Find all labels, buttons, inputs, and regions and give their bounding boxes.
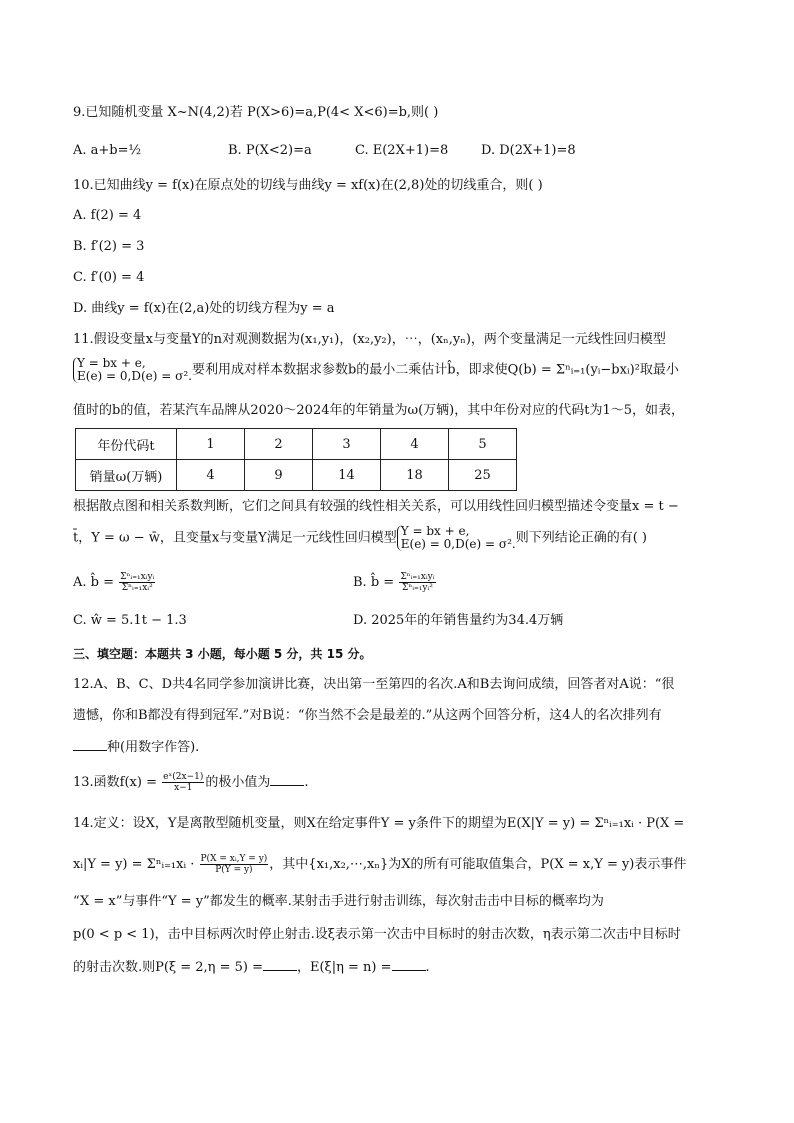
fraction-numerator: P(X = xᵢ,Y = y) bbox=[200, 854, 268, 864]
q11-option-b-fraction bbox=[399, 572, 435, 593]
table-cell: 5 bbox=[449, 429, 517, 460]
table-cell: 18 bbox=[381, 460, 449, 491]
answer-blank[interactable] bbox=[73, 738, 107, 751]
table-row bbox=[76, 429, 517, 460]
q11-model-top: Y = bx + e, bbox=[77, 356, 146, 370]
q14-line-5-mid: ，E(ξ|η = n) = bbox=[297, 960, 392, 975]
q10-option-a: A. f(2) = 4 bbox=[73, 208, 142, 223]
table-cell: 9 bbox=[245, 460, 313, 491]
table-cell: 14 bbox=[313, 460, 381, 491]
q11-line-5-pre: t̄，Y = ω − w̄，且变量x与变量Y满足一元线性回归模型 bbox=[73, 530, 397, 546]
q14-line-1: 14.定义：设X，Y是离散型随机变量，则X在给定事件Y = y条件下的期望为E(X|Y = y) = Σⁿᵢ₌₁xᵢ · P(X = bbox=[73, 816, 685, 831]
fraction-denominator: P(Y = y) bbox=[215, 865, 253, 875]
q11-line-1: 11.假设变量x与变量Y的n对观测数据为(x₁,y₁)，(x₂,y₂)，⋯，(xₙ,yₙ)，两个变量满足一元线性回归模型 bbox=[73, 332, 666, 347]
q13-line bbox=[73, 772, 309, 793]
fraction-denominator: Σⁿᵢ₌₁xᵢ² bbox=[121, 583, 153, 593]
q11-option-a-label: A. b̂ = bbox=[73, 575, 114, 590]
answer-blank[interactable] bbox=[392, 958, 426, 971]
q14-line-5-end: . bbox=[425, 960, 430, 975]
table-cell: 销量ω(万辆) bbox=[76, 460, 177, 491]
q12-line-1: 12.A、B、C、D共4名同学参加演讲比赛，决出第一至第四的名次.A和B去询问成绩，回答者对A说：“很 bbox=[73, 677, 675, 692]
q14-line-3: “X = x”与事件“Y = y”都发生的概率.某射击手进行射击训练，每次射击击中目标的概率均为 bbox=[73, 894, 604, 909]
answer-blank[interactable] bbox=[263, 958, 297, 971]
q11-model-system bbox=[73, 357, 192, 383]
sales-table bbox=[75, 428, 517, 491]
q10-stem: 10.已知曲线y = f(x)在原点处的切线与曲线y = xf(x)在(2,8)处的切线重合，则( ) bbox=[73, 178, 543, 193]
fraction-numerator: Σⁿᵢ₌₁xᵢyᵢ bbox=[120, 572, 155, 582]
q13-pre: 13.函数f(x) = bbox=[73, 775, 157, 790]
q11-line-5-post: 则下列结论正确的有( ) bbox=[515, 530, 647, 546]
q14-line-2-pre: xᵢ|Y = y) = Σⁿᵢ₌₁xᵢ · bbox=[73, 857, 195, 872]
q13-post: 的极小值为 bbox=[205, 775, 271, 790]
fraction-denominator: Σⁿᵢ₌₁yᵢ² bbox=[401, 583, 433, 593]
q9-option-c: C. E(2X+1)=8 bbox=[355, 143, 449, 158]
q11-option-d: D. 2025年的年销售量约为34.4万辆 bbox=[353, 613, 564, 628]
q9-option-d: D. D(2X+1)=8 bbox=[481, 143, 576, 158]
q11-model-bottom-2: E(e) = 0,D(e) = σ². bbox=[400, 537, 516, 551]
q13-fraction bbox=[162, 772, 204, 793]
q9-option-a: A. a+b=½ bbox=[73, 143, 142, 158]
q11-line-2 bbox=[73, 357, 679, 383]
q11-line-3: 值时的b的值，若某汽车品牌从2020～2024年的年销量为ω(万辆)，其中年份对应的代码t为1～5，如表， bbox=[73, 403, 685, 418]
q10-option-b: B. f′(2) = 3 bbox=[73, 239, 145, 254]
table-cell: 4 bbox=[177, 460, 245, 491]
q14-fraction bbox=[200, 854, 269, 875]
q11-option-b bbox=[353, 572, 437, 593]
table-cell: 3 bbox=[313, 429, 381, 460]
q12-line-3-text: 种(用数字作答). bbox=[107, 740, 200, 755]
q12-line-3 bbox=[73, 738, 199, 757]
q11-model-bottom: E(e) = 0,D(e) = σ². bbox=[77, 369, 192, 383]
fraction-denominator: x−1 bbox=[174, 783, 193, 793]
q11-line-5 bbox=[73, 525, 647, 551]
fraction-numerator: Σⁿᵢ₌₁xᵢyᵢ bbox=[400, 572, 435, 582]
table-row bbox=[76, 460, 517, 491]
table-cell: 2 bbox=[245, 429, 313, 460]
q11-model-system-2 bbox=[397, 525, 516, 551]
q11-option-b-label: B. b̂ = bbox=[353, 575, 395, 590]
q11-option-a bbox=[73, 572, 156, 593]
q11-line-4: 根据散点图和相关系数判断，它们之间具有较强的线性相关关系，可以用线性回归模型描述令变量x = t − bbox=[73, 499, 679, 514]
q12-line-2: 遗憾，你和B都没有得到冠军.”对B说：“你当然不会是最差的.”从这两个回答分析，这4人的名次排列有 bbox=[73, 708, 662, 723]
q11-option-c: C. ŵ = 5.1t − 1.3 bbox=[73, 613, 187, 628]
table-cell: 4 bbox=[381, 429, 449, 460]
q11-option-a-fraction bbox=[119, 572, 155, 593]
q11-model-top-2: Y = bx + e, bbox=[400, 524, 470, 538]
q9-stem: 9.已知随机变量 X~N(4,2)若 P(X>6)=a,P(4< X<6)=b,则( ) bbox=[73, 105, 439, 120]
table-cell: 1 bbox=[177, 429, 245, 460]
q10-option-c: C. f′(0) = 4 bbox=[73, 270, 145, 285]
q13-period: . bbox=[304, 775, 309, 790]
q14-line-4: p(0 < p < 1)，击中目标两次时停止射击.设ξ表示第一次击中目标时的射击次数，η表示第二次击中目标时 bbox=[73, 927, 681, 942]
q14-line-5-pre: 的射击次数.则P(ξ = 2,η = 5) = bbox=[73, 960, 263, 975]
answer-blank[interactable] bbox=[270, 773, 304, 786]
q10-option-d: D. 曲线y = f(x)在(2,a)处的切线方程为y = a bbox=[73, 301, 335, 316]
table-cell: 25 bbox=[449, 460, 517, 491]
q14-line-2-post: ，其中{x₁,x₂,⋯,xₙ}为X的所有可能取值集合，P(X = x,Y = y)表示事件 bbox=[269, 857, 687, 872]
fraction-numerator: eˣ(2x−1) bbox=[163, 772, 204, 782]
q9-option-b: B. P(X<2)=a bbox=[228, 143, 312, 158]
q11-line-2-rest: 要利用成对样本数据求参数b的最小二乘估计b̂，即求使Q(b) = Σⁿᵢ₌₁(yᵢ−bxᵢ)²取最小 bbox=[191, 362, 679, 378]
q14-line-2 bbox=[73, 854, 686, 875]
section-heading: 三、填空题：本题共 3 小题，每小题 5 分，共 15 分。 bbox=[73, 647, 372, 661]
table-cell: 年份代码t bbox=[76, 429, 177, 460]
q14-line-5 bbox=[73, 958, 430, 977]
